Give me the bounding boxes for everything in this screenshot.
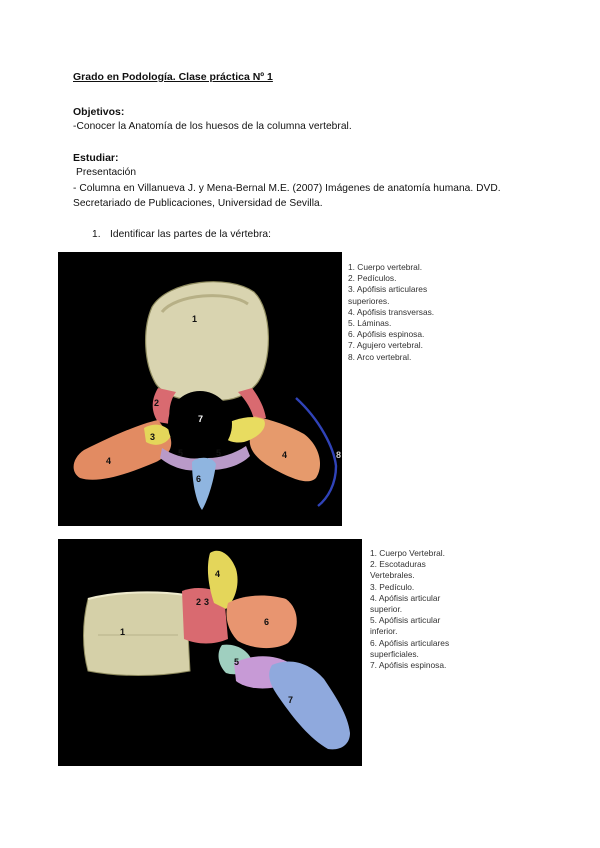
fig2-legend-item: Vertebrales. [370,570,415,581]
figure-1-legend [348,262,434,363]
fig1-label-5-right: 5 [216,448,222,458]
fig1-label-8: 8 [336,450,342,460]
fig1-legend-item: 7. Agujero vertebral. [348,340,423,351]
fig2-label-3: 3 [204,597,210,607]
fig2-legend-item: 6. Apófisis articulares [370,637,450,648]
fig1-legend-item: 1. Cuerpo vertebral. [348,262,423,272]
fig2-label-1: 1 [120,627,126,637]
fig2-legend-item: superficiales. [370,648,419,659]
fig2-legend-item: inferior. [370,626,398,637]
fig1-label-4-right: 4 [282,450,288,460]
fig1-label-7: 7 [198,414,204,424]
presentacion-text: Presentación [76,167,137,178]
articular-process-surface [226,596,296,649]
objetivos-text: -Conocer la Anatomía de los huesos de la columna vertebral. [73,121,352,132]
spinous-process-lateral [269,661,350,749]
figure-2-vertebra-lateral-view [58,539,362,766]
fig1-legend-item: 6. Apófisis espinosa. [348,329,425,340]
page-title: Grado en Podología. Clase práctica Nº 1 [73,71,273,83]
fig2-label-7: 7 [288,695,294,705]
fig2-legend-item: superior. [370,604,403,615]
item-number: 1. [92,229,101,240]
fig1-legend-item: 8. Arco vertebral. [348,351,412,362]
vertebral-body-lateral [84,592,191,675]
objetivos-heading: Objetivos: [73,106,125,118]
fig2-legend-item: 2. Escotaduras [370,559,426,570]
fig2-legend-item: 5. Apófisis articular [370,615,441,626]
fig1-label-2: 2 [154,398,160,408]
fig2-label-4: 4 [215,569,221,579]
fig2-legend-item: 4. Apófisis articular [370,592,441,603]
fig1-legend-item: 4. Apófisis transversas. [348,306,435,317]
pedicle-right [238,388,266,420]
vertebral-body [146,282,269,401]
fig2-label-2: 2 [196,597,202,607]
figure-1-vertebra-superior-view [58,252,342,526]
fig2-label-6: 6 [264,617,270,627]
fig1-label-3: 3 [150,432,156,442]
reference-line-1: - Columna en Villanueva J. y Mena-Bernal M.E. (2007) Imágenes de anatomía humana. DVD. [73,183,501,194]
fig2-legend-item: 3. Pedículo. [370,581,415,592]
fig1-legend-item: superiores. [348,295,390,306]
fig2-legend-item: 1. Cuerpo Vertebral. [370,548,445,558]
fig2-legend-item: 7. Apófisis espinosa. [370,660,447,671]
reference-line-2: Secretariado de Publicaciones, Universidad de Sevilla. [73,198,323,209]
fig1-legend-item: 5. Láminas. [348,318,392,329]
fig2-label-5: 5 [234,657,240,667]
item-text: Identificar las partes de la vértebra: [110,229,272,240]
fig1-legend-item: 2. Pedículos. [348,273,397,284]
fig1-legend-item: 3. Apófisis articulares [348,284,428,295]
fig1-label-6: 6 [196,474,202,484]
fig1-label-1: 1 [192,314,198,324]
fig1-label-5-left: 5 [178,448,184,458]
figure-2-legend [370,548,449,671]
fig1-label-4-left: 4 [106,456,112,466]
estudiar-heading: Estudiar: [73,152,119,164]
